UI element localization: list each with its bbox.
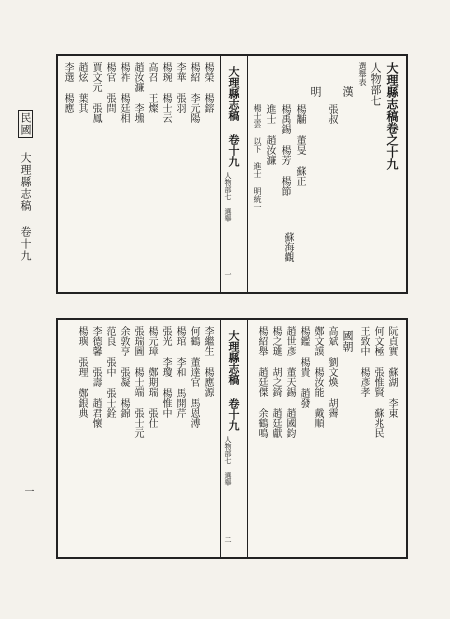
entry-column: 李華 張羽	[174, 62, 185, 113]
center-band-subtitle: 人物部七 選舉	[224, 172, 232, 222]
entry-column: 楊琯 李和 馬開芹	[174, 326, 185, 418]
entry-column: 高召 王燦	[146, 62, 157, 113]
entry-column: 楊之璡 胡之錡 趙廷獻	[270, 326, 281, 438]
entry-column: 張叔	[326, 104, 337, 124]
entry-column: 余敦亨 張凝 楊錦	[118, 326, 129, 418]
edge-label-era: 民國	[19, 112, 32, 136]
entry-column: 趙炫 葉其	[76, 62, 87, 113]
entry-column: 楊祚 楊廷相	[118, 62, 129, 123]
center-fold-number: 一	[224, 271, 232, 278]
page-number: 一	[22, 486, 33, 496]
center-band-title: 大理縣志稿 卷十九	[227, 330, 240, 431]
entry-column: 楊琬 楊士云	[160, 62, 171, 123]
entry-column: 李選 楊應	[62, 62, 73, 113]
edge-label	[20, 110, 31, 262]
bottom-panel	[56, 318, 408, 559]
entry-column: 何文極 張惟賢 蘇兆民	[372, 326, 383, 438]
entry-column: 楊黼 董旻 蘇正	[294, 104, 305, 186]
center-strip	[220, 56, 248, 292]
entry-column: 李德馨 張壽 趙君懷	[90, 326, 101, 428]
entry-column: 阮貞實 蘇湖 李東	[386, 326, 397, 418]
edge-label-volume: 卷十九	[19, 226, 32, 262]
entry-column: 楊榮 楊鎔	[202, 62, 213, 113]
edge-label-title: 大理縣志稿	[19, 152, 32, 212]
entry-column: 楊紹舉 趙廷傑 余鶴鳴	[256, 326, 267, 438]
entry-column: 楊璵 張理 鄭銀典	[76, 326, 87, 418]
entry-column: 高斌 劉文煥 胡霽	[326, 326, 337, 418]
entry-column: 蘇海觀	[282, 232, 293, 262]
entry-column: 張光 李瓊 楊惟中	[160, 326, 171, 418]
entry-column: 楊鑑 楊貴 趙發	[298, 326, 309, 408]
top-panel	[56, 54, 408, 294]
entry-column: 楊士雲 以下 進士 明統一	[253, 104, 262, 211]
entry-column: 王致中 楊彥孝	[358, 326, 369, 397]
entry-column: 楊元璋 鄭期瑞 張仕	[146, 326, 157, 428]
volume-title: 大理縣志稿卷之十九	[385, 62, 399, 170]
entry-column: 張瑞圖 楊士端 張士元	[132, 326, 143, 438]
section-title: 人物部七	[369, 62, 382, 106]
entry-column: 賈文元 張鳳	[90, 62, 101, 123]
center-fold-number: 二	[224, 536, 232, 543]
center-band-title: 大理縣志稿 卷十九	[227, 66, 240, 167]
entry-column: 趙汝濂 李壎	[132, 62, 143, 123]
entry-column: 何鶴 董達官 馬恩溥	[188, 326, 199, 428]
section-subtitle: 選舉表	[358, 62, 367, 86]
entry-column: 鄭文謨 楊汝能 戴順	[312, 326, 323, 428]
entry-column: 楊官 張問	[104, 62, 115, 113]
center-band-subtitle: 人物部七 選舉	[224, 436, 232, 486]
entry-column: 李繼生 楊應源	[202, 326, 213, 397]
dynasty-ming: 明	[309, 86, 322, 97]
entry-column: 楊禹錫 楊芳 楊節	[279, 104, 290, 196]
center-strip	[220, 320, 248, 557]
entry-column: 進士 趙汝濂	[264, 104, 275, 165]
entry-column: 范良 張中 張士銓	[104, 326, 115, 418]
entry-column: 趙世彥 董天錫 趙國鈞	[284, 326, 295, 438]
entry-column: 楊紹 李元陽	[188, 62, 199, 123]
dynasty-qing: 國朝	[341, 330, 354, 352]
dynasty-han: 漢	[341, 86, 354, 97]
